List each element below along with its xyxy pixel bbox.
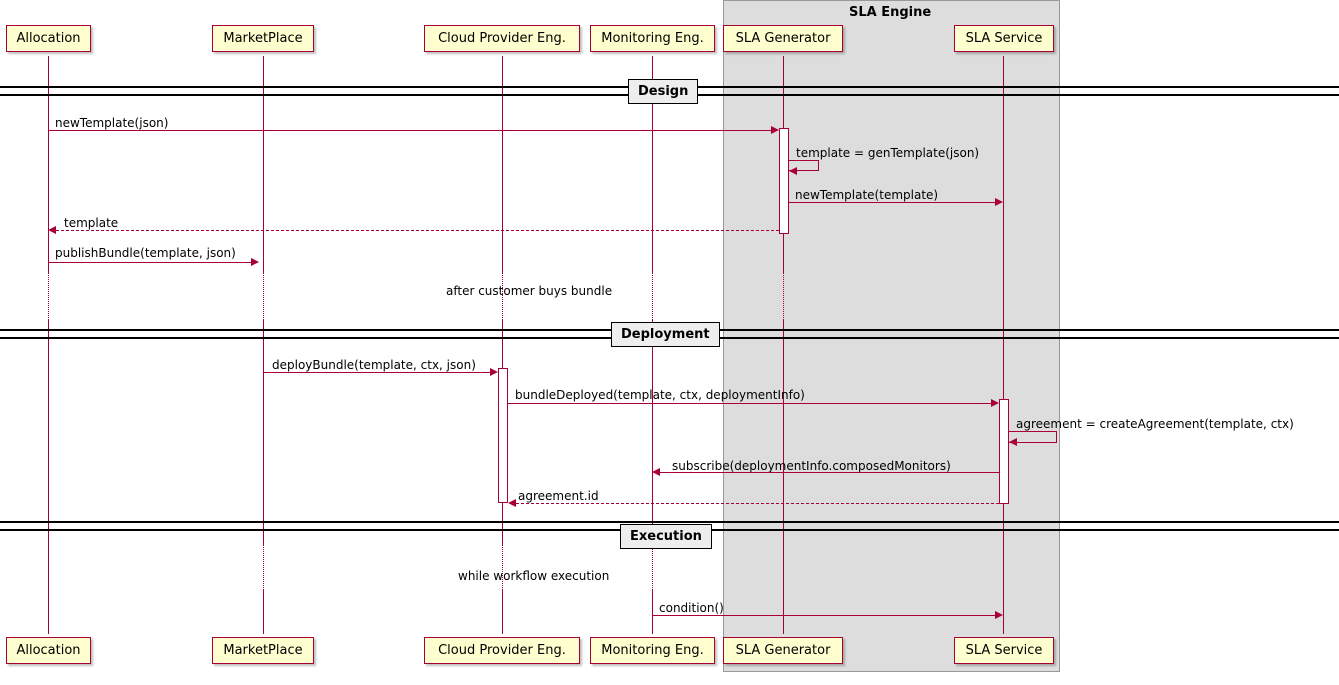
- lifeline-dotted-marketplace-2: [263, 545, 264, 590]
- message-line-deploy-bundle: [263, 372, 490, 373]
- message-line-new-template-template: [789, 202, 995, 203]
- message-line-subscribe: [660, 472, 999, 473]
- group-sla-engine: [723, 0, 1060, 672]
- message-label-subscribe: subscribe(deploymentInfo.composedMonitors): [672, 459, 951, 473]
- participant-monitoring-bottom[interactable]: Monitoring Eng.: [590, 637, 715, 664]
- participant-allocation-top[interactable]: Allocation: [6, 25, 91, 52]
- group-sla-engine-title: SLA Engine: [849, 5, 932, 20]
- message-line-template-return: [56, 230, 779, 231]
- lifeline-dotted-monitoring-2: [652, 545, 653, 590]
- divider-design-label: Design: [628, 79, 698, 104]
- arrow-publish-bundle: [251, 258, 259, 266]
- participant-sla-generator-bottom[interactable]: SLA Generator: [723, 637, 843, 664]
- activation-sla-generator-1: [779, 128, 789, 234]
- arrow-condition: [995, 611, 1003, 619]
- activation-sla-service-1: [999, 399, 1009, 504]
- arrow-new-template-json: [771, 126, 779, 134]
- arrow-new-template-template: [995, 198, 1003, 206]
- divider-deployment-label: Deployment: [611, 322, 720, 347]
- note-while-workflow-execution: while workflow execution: [458, 569, 610, 583]
- participant-marketplace-top[interactable]: MarketPlace: [212, 25, 314, 52]
- message-line-bundle-deployed: [508, 403, 991, 404]
- participant-sla-service-bottom[interactable]: SLA Service: [954, 637, 1054, 664]
- arrow-agreement-id: [508, 499, 516, 507]
- message-line-publish-bundle: [48, 262, 251, 263]
- message-label-new-template-template: newTemplate(template): [795, 188, 939, 202]
- note-after-customer-buys-bundle: after customer buys bundle: [446, 284, 613, 298]
- lifeline-dotted-monitoring: [652, 272, 653, 320]
- arrow-bundle-deployed: [991, 399, 999, 407]
- message-label-condition: condition(): [659, 601, 724, 615]
- message-line-agreement-id: [516, 503, 999, 504]
- participant-monitoring-top[interactable]: Monitoring Eng.: [590, 25, 715, 52]
- participant-allocation-bottom[interactable]: Allocation: [6, 637, 91, 664]
- lifeline-dotted-cloud-2: [502, 545, 503, 590]
- participant-sla-service-top[interactable]: SLA Service: [954, 25, 1054, 52]
- participant-sla-generator-top[interactable]: SLA Generator: [723, 25, 843, 52]
- arrow-create-agreement: [1009, 438, 1017, 446]
- lifeline-dotted-allocation: [48, 272, 49, 320]
- message-label-template-return: template: [64, 216, 119, 230]
- participant-cloud-provider-bottom[interactable]: Cloud Provider Eng.: [424, 637, 580, 664]
- message-label-gen-template: template = genTemplate(json): [796, 146, 980, 160]
- activation-cloud-provider-1: [498, 368, 508, 503]
- message-label-bundle-deployed: bundleDeployed(template, ctx, deploymentInfo): [515, 388, 805, 402]
- message-label-create-agreement: agreement = createAgreement(template, ctx): [1016, 417, 1294, 431]
- message-label-new-template-json: newTemplate(json): [55, 116, 169, 130]
- message-line-condition: [652, 615, 995, 616]
- message-label-agreement-id: agreement.id: [518, 489, 599, 503]
- divider-execution-line-top: [0, 521, 1339, 523]
- message-label-deploy-bundle: deployBundle(template, ctx, json): [272, 358, 476, 372]
- lifeline-dotted-marketplace: [263, 272, 264, 320]
- message-label-publish-bundle: publishBundle(template, json): [55, 246, 236, 260]
- arrow-subscribe: [652, 468, 660, 476]
- divider-execution-label: Execution: [620, 524, 712, 549]
- participant-marketplace-bottom[interactable]: MarketPlace: [212, 637, 314, 664]
- lifeline-dotted-generator: [783, 272, 784, 320]
- arrow-gen-template: [789, 167, 797, 175]
- lifeline-sla-service: [1003, 56, 1004, 634]
- lifeline-allocation: [48, 56, 49, 634]
- arrow-template-return: [48, 226, 56, 234]
- participant-cloud-provider-top[interactable]: Cloud Provider Eng.: [424, 25, 580, 52]
- message-line-new-template-json: [48, 130, 771, 131]
- arrow-deploy-bundle: [490, 368, 498, 376]
